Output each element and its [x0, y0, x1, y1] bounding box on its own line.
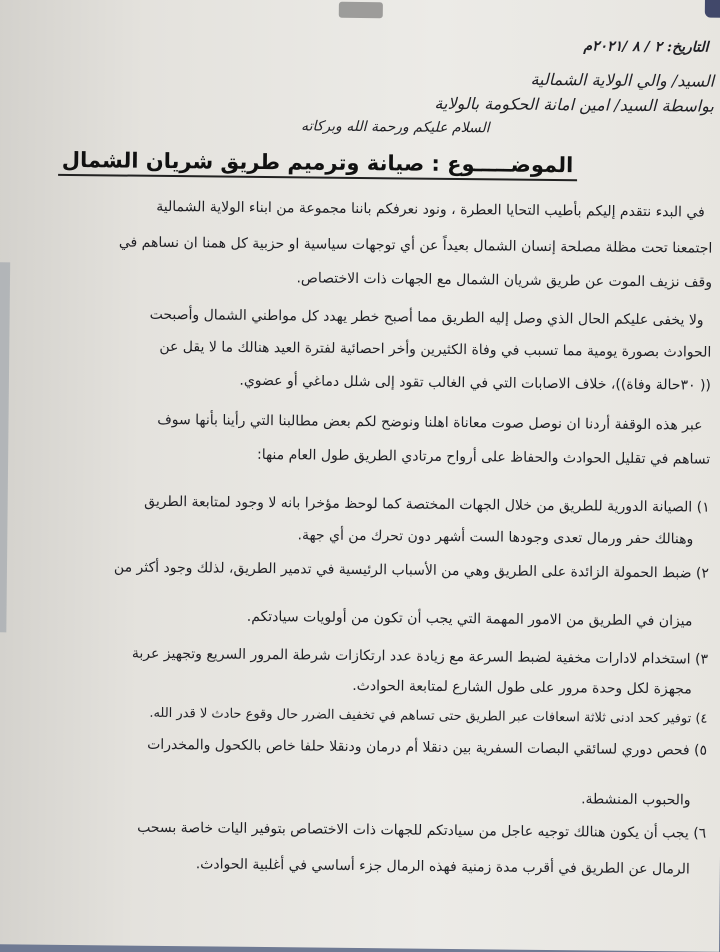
list-item-1: ١) الصيانة الدورية للطريق من خلال الجهات المختصة كما لوحظ مؤخرا بانه لا وجود لمتابعة الطريق	[144, 493, 710, 516]
body-line: تساهم في تقليل الحوادث والحفاظ على أرواح مرتادي الطريق طول العام منها:	[256, 446, 711, 468]
body-line: اجتمعنا تحت مظلة مصلحة إنسان الشمال بعيداً عن أي توجهات سياسية او حزبية كل همنا ان نساهم في	[118, 234, 713, 257]
list-item-5-cont: والحبوب المنشطة.	[581, 791, 691, 809]
letter-greeting: السلام عليكم ورحمة الله وبركاته	[301, 118, 490, 137]
letter-addressee: السيد/ والي الولاية الشمالية	[530, 69, 715, 91]
body-line: ولا يخفى عليكم الحال الذي وصل إليه الطريق مما أصبح خطر يهدد كل مواطني الشمال وأصبحت	[149, 306, 704, 329]
body-line: الحوادث بصورة يومية مما تسبب في وفاة الكثيرين وأخر احصائية لفترة العيد هنالك ما لا يقل عن	[159, 338, 712, 361]
list-item-5: ٥) فحص دوري لسائقي البصات السفرية بين دنقلا أم درمان ودنقلا حلفا خاص بالكحول والمخدرات	[147, 736, 708, 759]
list-item-6: ٦) يجب أن يكون هنالك توجيه عاجل من سيادتكم للجهات ذات الاختصاص بتوفير اليات خاصة بسحب	[137, 819, 707, 842]
list-item-3: ٣) استخدام لادارات مخفية لضبط السرعة مع زيادة عدد ارتكازات شرطة المرور السريع وتجهيز عربة	[131, 645, 709, 668]
list-item-2-cont: ميزان في الطريق من الامور المهمة التي يجب أن تكون من أولويات سيادتكم.	[246, 608, 693, 630]
page-edge-shadow	[0, 262, 10, 632]
body-line: وقف نزيف الموت عن طريق شريان الشمال مع الجهات ذات الاختصاص.	[296, 270, 713, 291]
letterhead-seal	[339, 2, 383, 18]
body-line: في البدء نتقدم إليكم بأطيب التحايا العطرة ، ونود نعرفكم باننا مجموعة من ابناء الولاية الشمالية	[156, 198, 705, 221]
list-item-6-cont: الرمال عن الطريق في أقرب مدة زمنية فهذه الرمال جزء أساسي في أغلبية الحوادث.	[195, 856, 690, 878]
letter-subject: الموضـــــوع : صيانة وترميم طريق شريان الشمال	[58, 148, 578, 181]
list-item-2: ٢) ضبط الحمولة الزائدة على الطريق وهي من الأسباب الرئيسية في تدمير الطريق، لذلك وجود أكثر من	[113, 559, 710, 582]
list-item-1-cont: وهنالك حفر ورمال تعدى وجودها الست أشهر دون تحرك من أي جهة.	[297, 527, 694, 548]
list-item-3-cont: مجهزة لكل وحدة مرور على طول الشارع لمتابعة الحوادث.	[352, 677, 692, 698]
letter-via: بواسطة السيد/ امين امانة الحكومة بالولاية	[434, 93, 714, 116]
body-line: (( ٣٠حالة وفاة))، خلاف الاصابات التي في الغالب تقود إلى شلل دماغي أو عضوي.	[239, 372, 712, 394]
body-line: عبر هذه الوقفة أردنا ان نوصل صوت معاناة اهلنا ونوضح لكم بعض مطالبنا التي رأينا بأنها سوف	[157, 411, 703, 434]
page-corner-tab	[705, 0, 720, 18]
list-item-4: ٤) توفير كحد ادنى ثلاثة اسعافات عبر الطريق حتى تساهم في تخفيف الضرر حال وقوع حادث لا قدر الله.	[149, 705, 708, 727]
letter-date: التاريخ: ٢ / ٨ /٢٠٢١م	[583, 38, 709, 56]
